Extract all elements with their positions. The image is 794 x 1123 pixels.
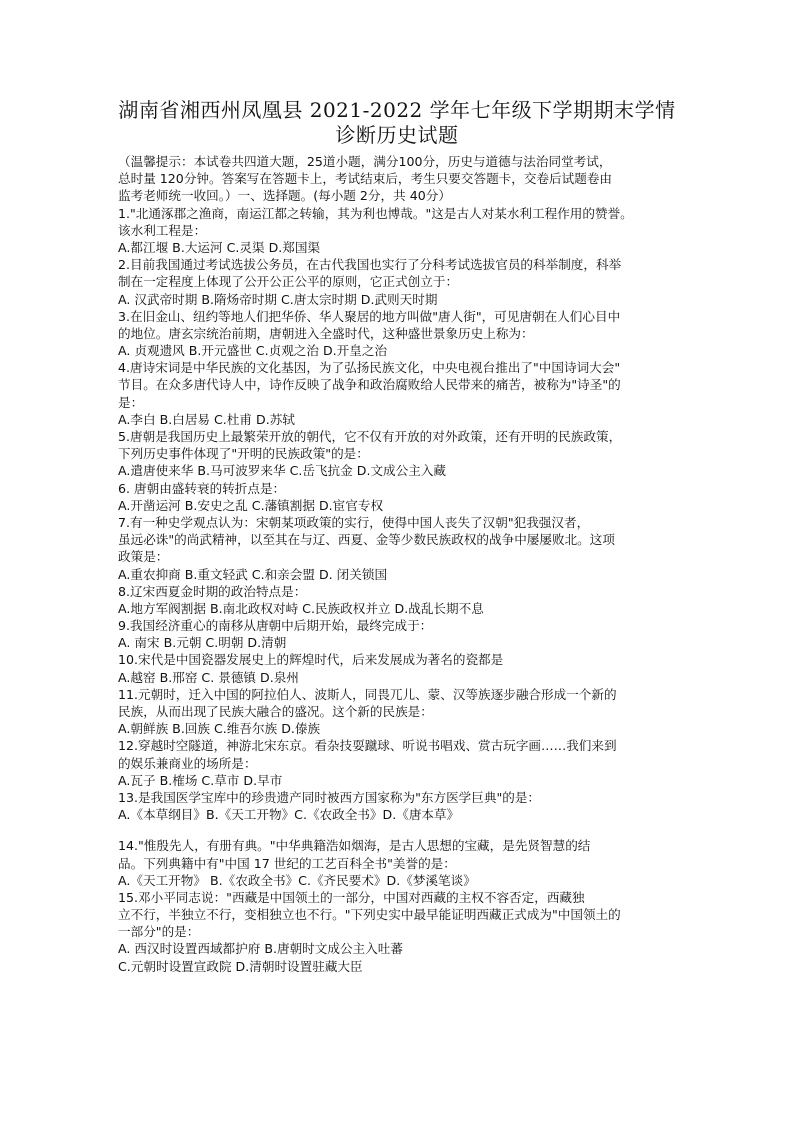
question-10 xyxy=(118,651,678,685)
intro-line: 总时量 120分钟。答案写在答题卡上，考试结束后，考生只要交答题卡，交卷后试题卷由 xyxy=(118,171,613,187)
question-options: A.重农抑商 B.重文轻武 C.和亲会盟 D. 闭关锁国 xyxy=(118,566,388,582)
page-title-line-2: 诊断历史试题 xyxy=(335,123,459,147)
question-stem: 8.辽宋西夏金时期的政治特点是： xyxy=(118,583,307,599)
question-stem: 11.元朝时，迁入中国的阿拉伯人、波斯人，同畏兀儿、蒙、汉等族逐步融合形成一个新的 xyxy=(118,686,617,702)
question-stem: 14."惟殷先人，有册有典。"中华典籍浩如烟海，是古人思想的宝藏，是先贤智慧的结 xyxy=(118,838,591,854)
question-options: A. 贞观遗风 B.开元盛世 C.贞观之治 D.开皇之治 xyxy=(118,343,388,359)
question-stem: 下列历史事件体现了"开明的民族政策"的是： xyxy=(118,446,369,462)
intro-line: （温馨提示：本试卷共四道大题，25道小题，满分100分，历史与道德与法治同堂考试， xyxy=(118,154,612,169)
question-stem: 品。下列典籍中有"中国 17 世纪的工艺百科全书"美誉的是： xyxy=(118,855,456,871)
question-stem: 是： xyxy=(118,394,144,410)
question-options: A.遣唐使来华 B.马可波罗来华 C.岳飞抗金 D.文成公主入藏 xyxy=(118,463,447,479)
exam-content xyxy=(118,153,678,975)
question-4 xyxy=(118,359,678,428)
question-options: A.李白 B.白居易 C.杜甫 D.苏轼 xyxy=(118,411,295,427)
question-15 xyxy=(118,889,678,975)
question-stem: 3.在旧金山、纽约等地人们把华侨、华人聚居的地方叫做"唐人街"，可见唐朝在人们心目中 xyxy=(118,308,621,324)
question-stem: 13.是我国医学宝库中的珍贵遗产同时被西方国家称为"东方医学巨典"的是： xyxy=(118,789,541,805)
question-1 xyxy=(118,205,678,257)
question-stem: 民族，从而出现了民族大融合的盛况。这个新的民族是： xyxy=(118,704,433,719)
blank-gap xyxy=(118,823,678,837)
question-options: A.都江堰 B.大运河 C.灵渠 D.郑国渠 xyxy=(118,239,321,255)
question-options: A. 南宋 B.元朝 C.明朝 D.清朝 xyxy=(118,635,287,651)
question-stem: 政策是： xyxy=(118,549,169,565)
question-stem: 15.邓小平同志说："西藏是中国领土的一部分，中国对西藏的主权不容否定，西藏独 xyxy=(118,889,585,905)
question-stem: 2.目前我国通过考试选拔公务员，在古代我国也实行了分科考试选拔官员的科举制度，科举 xyxy=(118,257,622,273)
question-stem: 1."北通涿郡之渔商，南运江都之转输，其为利也博哉。"这是古人对某水利工程作用的赞誉。 xyxy=(118,205,633,221)
question-stem: 7.有一种史学观点认为：宋朝某项政策的实行，使得中国人丧失了汉朝"犯我强汉者， xyxy=(118,514,590,530)
question-options: C.元朝时设置宣政院 D.清朝时设置驻藏大臣 xyxy=(118,958,363,974)
question-options: A.《天工开物》 B.《农政全书》C.《齐民要术》D.《梦溪笔谈》 xyxy=(118,872,476,888)
question-3 xyxy=(118,308,678,360)
question-stem: 一部分"的是： xyxy=(118,924,200,940)
question-stem: 9.我国经济重心的南移从唐朝中后期开始，最终完成于： xyxy=(118,618,433,634)
question-stem: 12.穿越时空隧道，神游北宋东京。看杂技耍蹴球、听说书唱戏、赏古玩字画……我们来到 xyxy=(118,738,617,754)
question-stem: 制在一定程度上体现了公开公正公平的原则，它正式创立于： xyxy=(118,274,459,290)
question-stem: 节目。在众多唐代诗人中，诗作反映了战争和政治腐败给人民带来的痛苦，被称为"诗圣"的 xyxy=(118,377,621,393)
question-options: A.越窑 B.邢窑 C. 景德镇 D.泉州 xyxy=(118,669,299,685)
question-stem: 4.唐诗宋词是中华民族的文化基因，为了弘扬民族文化，中央电视台推出了"中国诗词大会" xyxy=(118,360,621,376)
question-11 xyxy=(118,686,678,738)
question-14 xyxy=(118,837,678,889)
intro-line: 监考老师统一收回。）一、选择题。(每小题 2分，共 40分） xyxy=(118,188,451,204)
question-stem: 6. 唐朝由盛转衰的转折点是： xyxy=(118,480,286,496)
question-stem: 立不行，半独立不行，变相独立也不行。"下列史实中最早能证明西藏正式成为"中国领土的 xyxy=(118,907,621,923)
question-options: A.瓦子 B.榷场 C.草市 D.早市 xyxy=(118,772,283,788)
question-5 xyxy=(118,428,678,480)
question-12 xyxy=(118,737,678,789)
question-options: A. 汉武帝时期 B.隋炀帝时期 C.唐太宗时期 D.武则天时期 xyxy=(118,291,438,307)
question-options: A.地方军阀割据 B.南北政权对峙 C.民族政权并立 D.战乱长期不息 xyxy=(118,600,484,616)
question-stem: 的地位。唐玄宗统治前期，唐朝进入全盛时代，这种盛世景象历史上称为： xyxy=(118,325,534,341)
question-stem: 的娱乐兼商业的场所是： xyxy=(118,755,257,771)
question-9 xyxy=(118,617,678,651)
question-stem: 5.唐朝是我国历史上最繁荣开放的朝代，它不仅有开放的对外政策，还有开明的民族政策， xyxy=(118,429,622,444)
question-stem: 该水利工程是： xyxy=(118,222,207,238)
question-2 xyxy=(118,256,678,308)
question-options: A.开凿运河 B.安史之乱 C.藩镇割据 D.宦官专权 xyxy=(118,497,384,513)
question-6 xyxy=(118,480,678,514)
question-8 xyxy=(118,583,678,617)
question-options: A. 西汉时设置西域都护府 B.唐朝时文成公主入吐蕃 xyxy=(118,941,403,957)
question-stem: 虽远必诛"的尚武精神，以至其在与辽、西夏、金等少数民族政权的战争中屡屡败北。这项 xyxy=(118,532,615,548)
question-options: A.朝鲜族 B.回族 C.维吾尔族 D.傣族 xyxy=(118,721,321,737)
page-title-line-1: 湖南省湘西州凤凰县 2021-2022 学年七年级下学期期末学情 xyxy=(118,98,676,122)
question-13 xyxy=(118,789,678,823)
question-stem: 10.宋代是中国瓷器发展史上的辉煌时代，后来发展成为著名的瓷都是 xyxy=(118,652,504,668)
question-options: A.《本草纲目》B.《天工开物》C.《农政全书》D.《唐本草》 xyxy=(118,807,460,823)
question-7 xyxy=(118,514,678,583)
